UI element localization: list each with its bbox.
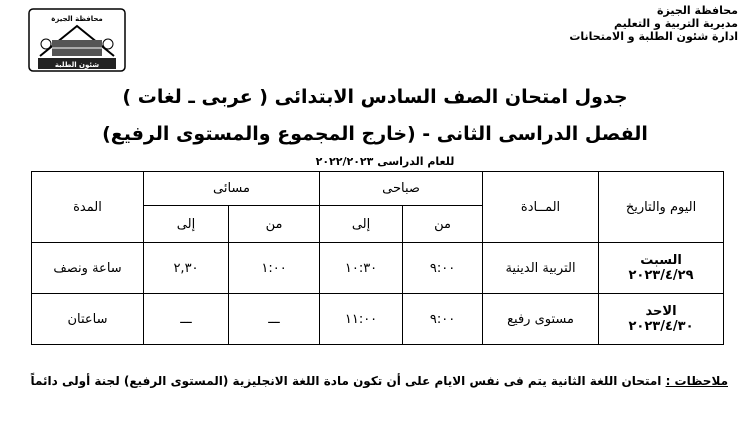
table-row <box>32 294 724 345</box>
evening-from-cell: ـــ <box>229 294 320 345</box>
notes-label: ملاحظات : <box>665 374 728 388</box>
morning-from-cell: ٩:٠٠ <box>403 294 483 345</box>
header-evening-to: إلى <box>144 206 229 243</box>
evening-to-cell: ـــ <box>144 294 229 345</box>
subject-cell: التربية الدينية <box>483 243 599 294</box>
header-morning: صباحى <box>320 172 483 206</box>
morning-from-cell: ٩:٠٠ <box>403 243 483 294</box>
header-day-date: اليوم والتاريخ <box>599 172 724 243</box>
date-label: ٢٠٢٣/٤/٣٠ <box>628 319 694 334</box>
logo-bottom-text: شئون الطلبة <box>54 61 100 69</box>
date-label: ٢٠٢٣/٤/٢٩ <box>628 268 694 283</box>
duration-cell: ساعة ونصف <box>32 243 144 294</box>
day-label: السبت <box>640 253 682 268</box>
day-date-cell <box>599 294 724 345</box>
day-date-cell <box>599 243 724 294</box>
header-evening-from: من <box>229 206 320 243</box>
academic-year: للعام الدراسى ٢٠٢٢/٢٠٢٣ <box>315 155 455 168</box>
subject-cell: مستوى رفيع <box>483 294 599 345</box>
duration-cell: ساعتان <box>32 294 144 345</box>
directorate-logo <box>28 8 126 72</box>
notes <box>28 374 728 388</box>
evening-from-cell: ١:٠٠ <box>229 243 320 294</box>
administration-label: ادارة شئون الطلبة و الامتحانات <box>569 30 738 43</box>
day-label: الاحد <box>645 304 677 319</box>
evening-to-cell: ٢,٣٠ <box>144 243 229 294</box>
notes-text: امتحان اللغة الثانية يتم فى نفس الايام على أن تكون مادة اللغة الانجليزية (المستوى الرفيع) لجنة أولى دائماً <box>30 374 662 388</box>
table-row <box>32 243 724 294</box>
header-block <box>478 4 738 43</box>
governorate-label: محافظة الجيزة <box>657 4 738 17</box>
header-duration: المدة <box>32 172 144 243</box>
header-row <box>32 172 724 206</box>
exam-schedule-table <box>31 171 724 345</box>
morning-to-cell: ١١:٠٠ <box>320 294 403 345</box>
header-morning-from: من <box>403 206 483 243</box>
header-subject: المــادة <box>483 172 599 243</box>
logo-top-text: محافظة الجيزة <box>51 15 103 23</box>
directorate-label: مديرية التربية و التعليم <box>614 17 738 30</box>
header-evening: مسائى <box>144 172 320 206</box>
page-title: جدول امتحان الصف السادس الابتدائى ( عربى ـ لغات ) <box>122 86 628 108</box>
morning-to-cell: ١٠:٣٠ <box>320 243 403 294</box>
header-morning-to: إلى <box>320 206 403 243</box>
term-title: الفصل الدراسى الثانى - (خارج المجموع والمستوى الرفيع) <box>102 123 648 145</box>
